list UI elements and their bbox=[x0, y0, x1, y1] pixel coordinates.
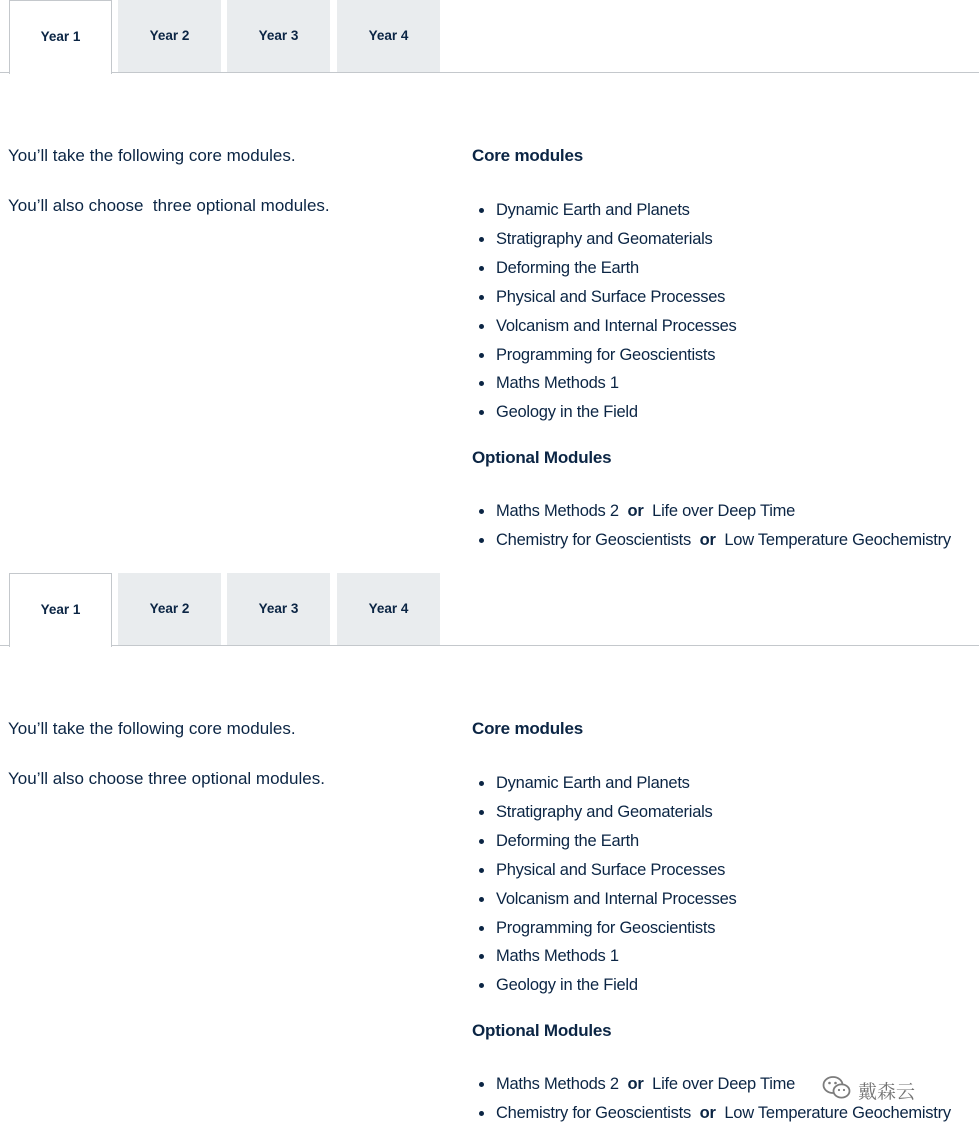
or-connector: or bbox=[623, 502, 648, 520]
or-connector: or bbox=[695, 530, 720, 549]
core-modules-list bbox=[472, 196, 737, 427]
tab-year-1[interactable]: Year 1 bbox=[9, 0, 112, 74]
optional-intro-text: You’ll also choose three optional modules. bbox=[8, 769, 325, 788]
list-item: Stratigraphy and Geomaterials bbox=[472, 225, 737, 254]
core-intro-text: You’ll take the following core modules. bbox=[8, 719, 296, 738]
option-second: Life over Deep Time bbox=[652, 502, 796, 520]
core-modules-heading: Core modules bbox=[472, 719, 583, 738]
tabs-divider bbox=[0, 645, 979, 646]
list-item: Deforming the Earth bbox=[472, 827, 737, 856]
list-item: Deforming the Earth bbox=[472, 254, 737, 283]
list-item: Physical and Surface Processes bbox=[472, 856, 737, 885]
tab-year-3[interactable]: Year 3 bbox=[227, 0, 330, 72]
list-item: Dynamic Earth and Planets bbox=[472, 196, 737, 225]
list-item bbox=[472, 497, 951, 526]
tab-year-4[interactable]: Year 4 bbox=[337, 0, 440, 72]
wechat-icon bbox=[822, 1075, 852, 1106]
list-item: Geology in the Field bbox=[472, 398, 737, 427]
course-panel-2 bbox=[0, 573, 979, 1146]
tab-year-2[interactable]: Year 2 bbox=[118, 573, 221, 645]
list-item bbox=[472, 526, 951, 555]
core-modules-heading: Core modules bbox=[472, 146, 583, 165]
tab-year-2[interactable]: Year 2 bbox=[118, 0, 221, 72]
list-item: Programming for Geoscientists bbox=[472, 914, 737, 943]
list-item: Stratigraphy and Geomaterials bbox=[472, 798, 737, 827]
optional-modules-heading: Optional Modules bbox=[472, 448, 612, 467]
tab-year-1[interactable]: Year 1 bbox=[9, 573, 112, 647]
option-first: Maths Methods 2 bbox=[496, 1075, 619, 1093]
option-second: Life over Deep Time bbox=[652, 1075, 796, 1093]
list-item: Volcanism and Internal Processes bbox=[472, 885, 737, 914]
tabs-divider bbox=[0, 72, 979, 73]
option-first: Chemistry for Geoscientists bbox=[496, 1103, 691, 1122]
option-second: Low Temperature Geochemistry bbox=[724, 530, 951, 549]
list-item: Volcanism and Internal Processes bbox=[472, 312, 737, 341]
list-item: Geology in the Field bbox=[472, 971, 737, 1000]
list-item: Programming for Geoscientists bbox=[472, 341, 737, 370]
year-tabs bbox=[0, 0, 979, 73]
core-intro-text: You’ll take the following core modules. bbox=[8, 146, 296, 165]
list-item: Maths Methods 1 bbox=[472, 942, 737, 971]
tab-year-4[interactable]: Year 4 bbox=[337, 573, 440, 645]
watermark-text: 戴森云 bbox=[858, 1080, 916, 1103]
option-first: Maths Methods 2 bbox=[496, 502, 619, 520]
core-modules-list bbox=[472, 769, 737, 1000]
option-second: Low Temperature Geochemistry bbox=[724, 1103, 951, 1122]
list-item: Physical and Surface Processes bbox=[472, 283, 737, 312]
or-connector: or bbox=[695, 1103, 720, 1122]
year-tabs bbox=[0, 573, 979, 646]
optional-modules-heading: Optional Modules bbox=[472, 1021, 612, 1040]
option-first: Chemistry for Geoscientists bbox=[496, 530, 691, 549]
tab-year-3[interactable]: Year 3 bbox=[227, 573, 330, 645]
list-item: Dynamic Earth and Planets bbox=[472, 769, 737, 798]
optional-intro-text: You’ll also choose three optional modules. bbox=[8, 196, 330, 215]
list-item: Maths Methods 1 bbox=[472, 369, 737, 398]
or-connector: or bbox=[623, 1075, 648, 1093]
watermark bbox=[822, 1074, 915, 1106]
optional-modules-list bbox=[472, 497, 951, 555]
